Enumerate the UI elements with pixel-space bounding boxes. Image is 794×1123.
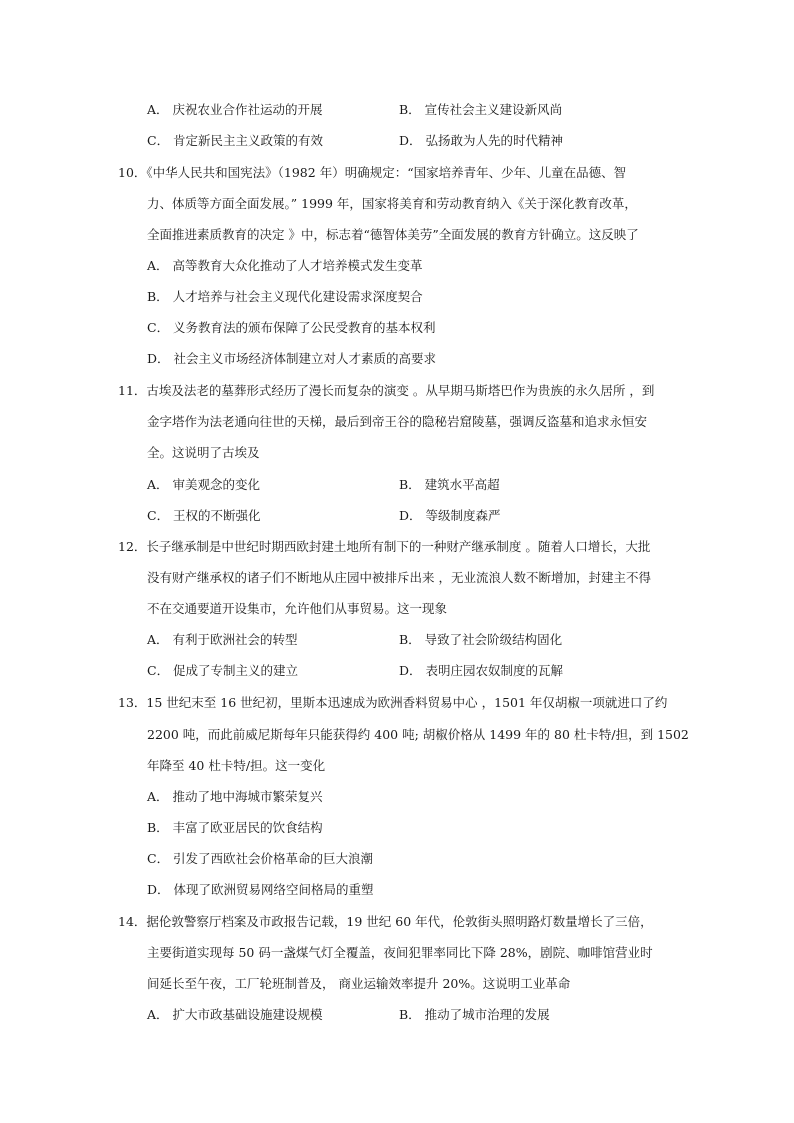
option-a: A． 庆祝农业合作社运动的开展 xyxy=(147,102,323,117)
question-stem-line: 没有财产继承权的诸子们不断地从庄园中被排斥出来 ，无业流浪人数不断增加，封建主不得 xyxy=(147,570,651,585)
option-d: D． 社会主义市场经济体制建立对人才素质的高要求 xyxy=(147,351,436,366)
option-a: A． 扩大市政基础设施建设规模 xyxy=(147,1007,323,1022)
option-b: B． 人才培养与社会主义现代化建设需求深度契合 xyxy=(147,289,423,304)
question-stem-line: 主要街道实现每 50 码一盏煤气灯全覆盖，夜间犯罪率同比下降 28%，剧院、咖啡馆营业时 xyxy=(147,945,653,960)
question-stem-line: 12．长子继承制是中世纪时期西欧封建土地所有制下的一种财产继承制度 。随着人口增长，大批 xyxy=(118,539,651,554)
option-c: C． 引发了西欧社会价格革命的巨大浪潮 xyxy=(147,851,374,866)
option-d: D． 体现了欧洲贸易网络空间格局的重塑 xyxy=(147,882,374,897)
question-stem-line: 10．《中华人民共和国宪法》（1982 年）明确规定：“国家培养青年、少年、儿童在品德、智 xyxy=(118,165,627,180)
question-stem-line: 间延长至午夜，工厂轮班制普及， 商业运输效率提升 20%。这说明工业革命 xyxy=(147,976,571,991)
option-c: C． 促成了专制主义的建立 xyxy=(147,663,299,678)
option-c: C． 肯定新民主主义政策的有效 xyxy=(147,133,324,148)
option-b: B． 建筑水平高超 xyxy=(399,477,500,492)
question-stem-line: 全。这说明了古埃及 xyxy=(147,445,260,460)
option-a: A． 有利于欧洲社会的转型 xyxy=(147,632,298,647)
option-b: B． 导致了社会阶级结构固化 xyxy=(399,632,563,647)
question-stem-line: 全面推进素质教育的决定 》中，标志着“德智体美劳”全面发展的教育方针确立。这反映了 xyxy=(147,227,639,242)
question-stem-line: 14．据伦敦警察厅档案及市政报告记载，19 世纪 60 年代，伦敦街头照明路灯数量增长了三倍， xyxy=(118,914,653,929)
option-d: D． 等级制度森严 xyxy=(399,508,501,523)
question-stem-line: 不在交通要道开设集市，允许他们从事贸易。这一现象 xyxy=(147,601,448,616)
option-a: A． 推动了地中海城市繁荣复兴 xyxy=(147,789,323,804)
question-stem-line: 力、体质等方面全面发展。” 1999 年，国家将美育和劳动教育纳入《关于深化教育改革， xyxy=(147,196,637,211)
option-b: B． 推动了城市治理的发展 xyxy=(399,1007,550,1022)
option-c: C． 义务教育法的颁布保障了公民受教育的基本权利 xyxy=(147,320,436,335)
question-stem-line: 年降至 40 杜卡特/担。这一变化 xyxy=(147,758,326,773)
option-a: A． 高等教育大众化推动了人才培养模式发生变革 xyxy=(147,258,423,273)
question-stem-line: 金字塔作为法老通向往世的天梯，最后到帝王谷的隐秘岩窟陵墓，强调反盗墓和追求永恒安 xyxy=(147,414,648,429)
option-a: A． 审美观念的变化 xyxy=(147,477,261,492)
option-b: B． 丰富了欧亚居民的饮食结构 xyxy=(147,820,323,835)
option-d: D． 弘扬敢为人先的时代精神 xyxy=(399,133,563,148)
option-b: B． 宣传社会主义建设新风尚 xyxy=(399,102,563,117)
question-stem-line: 11．古埃及法老的墓葬形式经历了漫长而复杂的演变 。从早期马斯塔巴作为贵族的永久居所 ，到 xyxy=(118,383,655,398)
option-d: D． 表明庄园农奴制度的瓦解 xyxy=(399,663,563,678)
question-stem-line: 13．15 世纪末至 16 世纪初，里斯本迅速成为欧洲香料贸易中心 ，1501 年仅胡椒一项就进口了约 xyxy=(118,695,668,710)
option-c: C． 王权的不断强化 xyxy=(147,508,261,523)
question-stem-line: 2200 吨，而此前威尼斯每年只能获得约 400 吨; 胡椒价格从 1499 年的 80 杜卡特/担，到 1502 xyxy=(147,727,689,742)
